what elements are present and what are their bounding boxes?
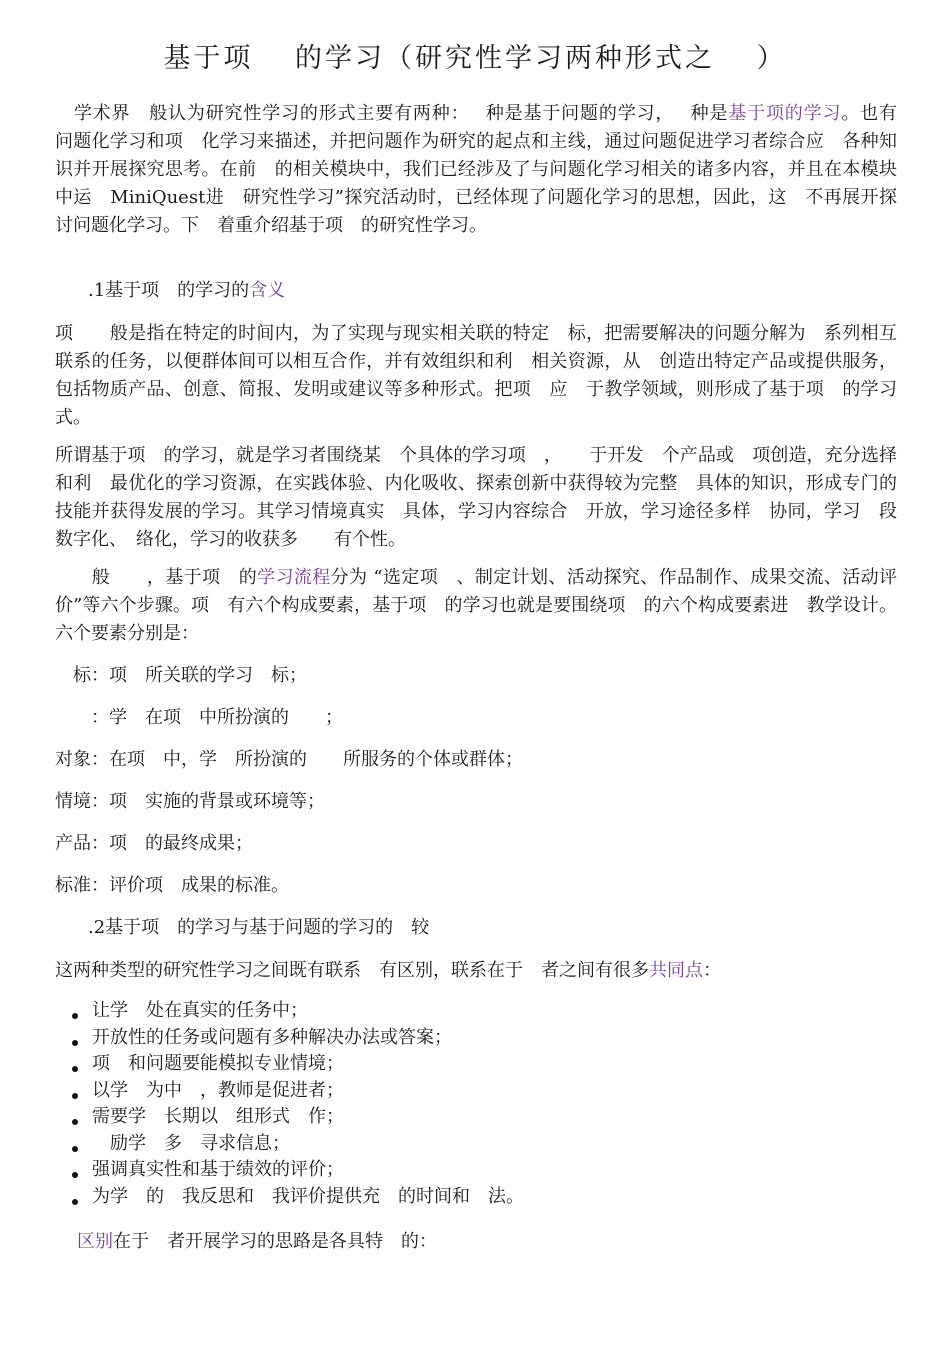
list-item-text: 开放性的任务或问题有多种解决办法或答案；: [92, 1026, 452, 1048]
bullet-icon: [72, 1146, 78, 1152]
intro-text-1: 学术界 般认为研究性学习的形式主要有两种： 种是基于问题的学习， 种是: [55, 103, 729, 124]
list-item-text: 项 和问题要能模拟专业情境；: [92, 1053, 344, 1074]
bullet-icon: [72, 1013, 78, 1019]
bullet-icon: [72, 1093, 78, 1099]
list-item: [72, 1025, 524, 1052]
list-item: [72, 1184, 524, 1211]
list-item: [72, 1051, 524, 1078]
list-item-text: 励学 多 寻求信息；: [92, 1132, 290, 1154]
element-role: ：学 在项 中所扮演的 ；: [55, 707, 343, 728]
process-text-1: 般 ，基于项 的: [55, 567, 258, 588]
list-item: [72, 1157, 524, 1184]
intro-paragraph: [55, 100, 934, 240]
section2-intro-text-2: ：: [703, 960, 721, 981]
section1-paragraph-definition: 项 般是指在特定的时间内，为了实现与现实相关联的特定 标，把需要解决的问题分解为 系列相互联系的任务，以便群体间可以相互合作，并有效组织和利 相关资源，从 创造出特定产品或提供服务，包括物质产品、创意、简报、发明或建议等多种形式。把项 应 于教学领域，则形成了基于项 的学习 式。: [55, 323, 915, 428]
intro-link-project-learning[interactable]: 基于项的学习: [728, 103, 842, 124]
section1-heading-link-meaning[interactable]: 含义: [249, 280, 286, 301]
section2-intro-text-1: 这两种类型的研究性学习之间既有联系 有区别，联系在于 者之间有很多: [55, 960, 649, 981]
list-item-text: 以学 为中 ，教师是促进者；: [92, 1079, 344, 1101]
common-points-list: [72, 998, 524, 1210]
element-standard: 标准：评价项 成果的标准。: [55, 875, 289, 896]
bullet-icon: [72, 1066, 78, 1072]
element-product: 产品：项 的最终成果；: [55, 833, 253, 854]
element-goal: 标：项 所关联的学习 标；: [55, 665, 307, 686]
difference-line: [77, 1228, 919, 1256]
list-item: [72, 1078, 524, 1105]
section1-paragraph-process: [55, 564, 897, 648]
list-item-text: 需要学 长期以 组形式 作；: [92, 1106, 344, 1127]
list-item-text: 让学 处在真实的任务中；: [92, 1000, 308, 1021]
difference-text: 在于 者开展学习的思路是各具特 的：: [113, 1231, 437, 1252]
section1-heading-text: .1基于项 的学习的: [88, 280, 250, 301]
bullet-icon: [72, 1199, 78, 1205]
section2-heading: .2基于项 的学习与基于问题的学习的 较: [88, 917, 430, 938]
process-link-learning-flow[interactable]: 学习流程: [257, 567, 331, 588]
section2-link-common-points[interactable]: 共同点: [649, 960, 703, 981]
list-item-text: 强调真实性和基于绩效的评价；: [92, 1159, 344, 1180]
section2-intro: [55, 957, 897, 985]
process-text-2: 分为 “选定项 、制定计划、活动探究、作品制作、成果交流、活动评价”等六个步骤。项 有六个构成要素，基于项 的学习也就是要围绕项 的六个构成要素进 教学设计。六个要素分别是：: [55, 567, 898, 644]
difference-link[interactable]: 区别: [77, 1231, 113, 1252]
section1-heading: [88, 277, 930, 305]
list-item: [72, 998, 524, 1025]
element-situation: 情境：项 实施的背景或环境等；: [55, 791, 325, 812]
intro-text-2: 。也有 问题化学习和项 化学习来描述，并把问题作为研究的起点和主线，通过问题促进学习者综合应 各种知识并开展探究思考。在前 的相关模块中，我们已经涉及了与问题化学习相关的诸多内容，并且在本模块中运 MiniQuest进 研究性学习”探究活动时，已经体现了问题化学习的思想，因此，这 不再展开探讨问题化学习。下 着重介绍基于项 的研究性学习。: [55, 103, 934, 236]
list-item: [72, 1131, 524, 1158]
element-audience: 对象：在项 中，学 所扮演的 所服务的个体或群体；: [55, 749, 523, 770]
page-title: 基于项 的学习（研究性学习两种形式之 ）: [163, 43, 787, 74]
section1-paragraph-description: 所谓基于项 的学习，就是学习者围绕某 个具体的学习项 ， 于开发 个产品或 项创造，充分选择和利 最优化的学习资源，在实践体验、内化吸收、探索创新中获得较为完整 具体的知识，形成专门的技能并获得发展的学习。其学习情境真实 具体，学习内容综合 开放，学习途径多样 协同，学习 段数字化、 络化，学习的收获多 有个性。: [55, 445, 897, 550]
list-item: [72, 1104, 524, 1131]
bullet-icon: [72, 1172, 78, 1178]
list-item-text: 为学 的 我反思和 我评价提供充 的时间和 法。: [92, 1185, 524, 1207]
bullet-icon: [72, 1119, 78, 1125]
bullet-icon: [72, 1040, 78, 1046]
